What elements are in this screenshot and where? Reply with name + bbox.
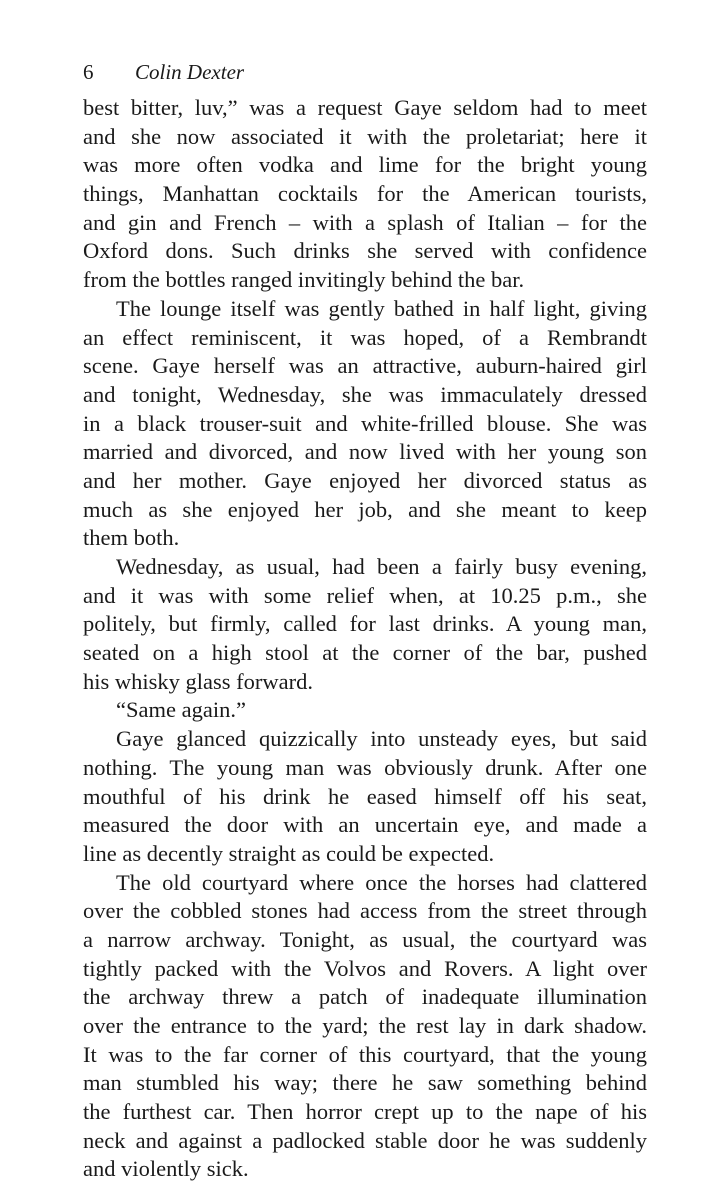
text-line bbox=[83, 237, 647, 266]
text-line bbox=[83, 955, 647, 984]
text-line bbox=[83, 209, 647, 238]
text-line-content: politely, but firmly, called for last drinks. A young man, bbox=[83, 611, 647, 637]
text-line bbox=[83, 94, 647, 123]
running-head bbox=[83, 58, 244, 86]
text-line-content: measured the door with an uncertain eye, and made a bbox=[83, 812, 647, 838]
text-line-content: man stumbled his way; there he saw something behind bbox=[83, 1070, 647, 1096]
text-line-content: scene. Gaye herself was an attractive, auburn-haired girl bbox=[83, 353, 647, 379]
text-line bbox=[83, 754, 647, 783]
text-line bbox=[83, 467, 647, 496]
text-line bbox=[83, 1041, 647, 1070]
text-line bbox=[83, 1069, 647, 1098]
text-line bbox=[83, 1098, 647, 1127]
text-line-content: the archway threw a patch of inadequate illumination bbox=[83, 984, 647, 1010]
text-line bbox=[83, 295, 647, 324]
text-line-content: and it was with some relief when, at 10.25 p.m., she bbox=[83, 582, 647, 608]
text-line bbox=[83, 668, 647, 697]
body-text bbox=[83, 94, 647, 1184]
text-line bbox=[83, 811, 647, 840]
text-line bbox=[83, 410, 647, 439]
text-line bbox=[83, 926, 647, 955]
text-line-content: in a black trouser-suit and white-frilled blouse. She was bbox=[83, 410, 647, 436]
text-line-content: and she now associated it with the proletariat; here it bbox=[83, 123, 647, 149]
text-line-content: was more often vodka and lime for the bright young bbox=[83, 152, 647, 178]
text-line bbox=[83, 1127, 647, 1156]
text-line-content: things, Manhattan cocktails for the American tourists, bbox=[83, 181, 647, 207]
text-line bbox=[83, 983, 647, 1012]
text-line bbox=[83, 381, 647, 410]
text-line bbox=[83, 352, 647, 381]
text-line bbox=[83, 151, 647, 180]
text-line-content: and violently sick. bbox=[83, 1156, 249, 1182]
text-line-content: the furthest car. Then horror crept up to the nape of his bbox=[83, 1099, 647, 1125]
text-line-content: seated on a high stool at the corner of the bar, pushed bbox=[83, 640, 647, 666]
text-line-content: married and divorced, and now lived with her young son bbox=[83, 439, 647, 465]
text-line bbox=[83, 783, 647, 812]
text-line bbox=[83, 524, 647, 553]
text-line bbox=[83, 1155, 647, 1184]
text-line-content: line as decently straight as could be expected. bbox=[83, 840, 495, 866]
text-line bbox=[83, 897, 647, 926]
text-line-content: It was to the far corner of this courtyard, that the young bbox=[83, 1041, 647, 1067]
text-line-content: nothing. The young man was obviously drunk. After one bbox=[83, 754, 647, 780]
text-line-content: The lounge itself was gently bathed in half light, giving bbox=[116, 295, 647, 321]
text-line bbox=[83, 324, 647, 353]
running-head-author: Colin Dexter bbox=[135, 60, 245, 84]
text-line bbox=[83, 123, 647, 152]
text-line-content: over the cobbled stones had access from the street through bbox=[83, 898, 647, 924]
page-number: 6 bbox=[83, 60, 94, 84]
text-line-content: tightly packed with the Volvos and Rovers. A light over bbox=[83, 955, 647, 981]
text-line bbox=[83, 266, 647, 295]
text-line bbox=[83, 1012, 647, 1041]
text-line-content: from the bottles ranged invitingly behind the bar. bbox=[83, 267, 525, 293]
text-line bbox=[83, 180, 647, 209]
text-line bbox=[83, 496, 647, 525]
text-line bbox=[83, 582, 647, 611]
text-line bbox=[83, 553, 647, 582]
text-line bbox=[83, 869, 647, 898]
text-line-content: neck and against a padlocked stable door he was suddenly bbox=[83, 1127, 647, 1153]
text-line bbox=[83, 840, 647, 869]
text-line-content: them both. bbox=[83, 525, 180, 551]
text-line-content: “Same again.” bbox=[116, 697, 246, 723]
text-line bbox=[83, 725, 647, 754]
text-line-content: a narrow archway. Tonight, as usual, the courtyard was bbox=[83, 926, 647, 952]
text-line bbox=[83, 610, 647, 639]
text-line-content: and gin and French – with a splash of Italian – for the bbox=[83, 209, 647, 235]
text-line-content: an effect reminiscent, it was hoped, of a Rembrandt bbox=[83, 324, 647, 350]
text-line-content: much as she enjoyed her job, and she meant to keep bbox=[83, 496, 647, 522]
text-line-content: Gaye glanced quizzically into unsteady eyes, but said bbox=[116, 726, 647, 752]
text-line-content: and her mother. Gaye enjoyed her divorced status as bbox=[83, 467, 647, 493]
text-line-content: Wednesday, as usual, had been a fairly busy evening, bbox=[116, 554, 647, 579]
text-line-content: best bitter, luv,” was a request Gaye seldom had to meet bbox=[83, 95, 647, 120]
text-line-content: The old courtyard where once the horses had clattered bbox=[116, 869, 647, 895]
text-line-content: over the entrance to the yard; the rest lay in dark shadow. bbox=[83, 1013, 647, 1038]
text-line-content: and tonight, Wednesday, she was immaculately dressed bbox=[83, 381, 647, 407]
text-line bbox=[83, 438, 647, 467]
text-line-content: Oxford dons. Such drinks she served with confidence bbox=[83, 238, 647, 264]
text-line bbox=[83, 639, 647, 668]
text-line bbox=[83, 696, 647, 725]
text-line-content: his whisky glass forward. bbox=[83, 668, 313, 694]
text-line-content: mouthful of his drink he eased himself off his seat, bbox=[83, 783, 647, 809]
